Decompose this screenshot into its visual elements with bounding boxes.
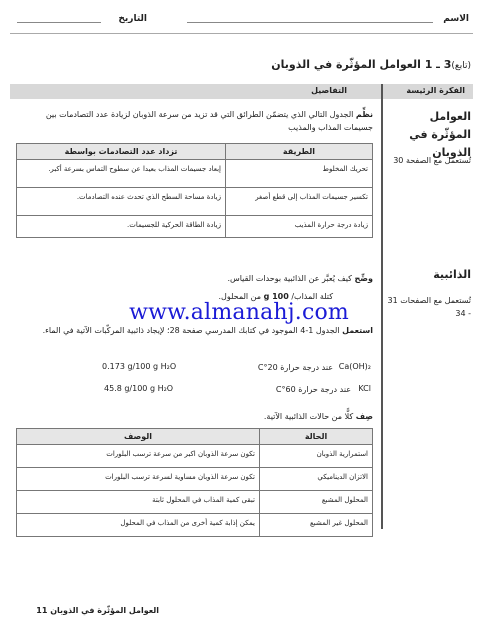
organize-text: الجدول التالي الذي يتضمّن الطرائق التي قد تزيد من سرعة الذوبان لزيادة عدد التصادمات بين جسيمات المذاب والمذيب: [45, 110, 373, 132]
compound-formula: Ca(OH)₂: [338, 362, 371, 371]
describe-verb: صِف: [355, 412, 373, 421]
lesson-title-text: 3 ـ 1 العوامل المؤثّرة في الذوبان: [271, 58, 452, 71]
name-label: الاسم: [443, 14, 469, 24]
effect-cell: زيادة الطاقة الحركية للجسيمات.: [17, 216, 226, 238]
describe-instruction: [15, 410, 373, 423]
compound-formula: KCl: [358, 384, 371, 393]
organize-verb: نظِّم: [355, 110, 373, 119]
date-fill-line: [17, 22, 101, 23]
method-cell: تحريك المخلوط: [226, 160, 373, 188]
state-cell: المحلول غير المشبع: [260, 514, 373, 537]
column-header-band: [10, 84, 473, 99]
table-row: [17, 188, 373, 216]
effect-cell: إبعاد جسيمات المذاب بعيدا عن سطوح التماس بسرعة أكبر.: [17, 160, 226, 188]
description-cell: تكون سرعة الذوبان اكبر من سرعة ترسب البلورات: [17, 445, 260, 468]
column-divider: [381, 84, 383, 529]
table-row: [17, 491, 373, 514]
state-cell: المحلول المشبع: [260, 491, 373, 514]
explain-verb: وضِّح: [354, 274, 373, 283]
details-label: التفاصيل: [311, 86, 347, 95]
description-cell: تكون سرعة الذوبان مساوية لسرعة ترسب البلورات: [17, 468, 260, 491]
use-text: الجدول 1-4 الموجود في كتابك المدرسي صفحة 28؛ لإيجاد ذائبية المركّبات الآتية في الماء.: [42, 326, 340, 335]
header-rule: [10, 33, 473, 34]
describe-text: كلًّا من حالات الذائبية الآتية.: [263, 412, 354, 421]
table-row: [17, 445, 373, 468]
table-header-row: [17, 429, 373, 445]
section-heading-factors: العوامل المؤثّرة في الذوبان: [409, 110, 471, 159]
main-idea-label: الفكرة الرئيسة: [406, 86, 465, 95]
organize-instruction: [15, 108, 373, 134]
table-row: [17, 216, 373, 238]
watermark-url: www.almanahj.com: [129, 300, 349, 325]
worksheet-header: [10, 8, 473, 34]
use-instruction: [15, 324, 373, 337]
explain-instruction: [15, 272, 373, 285]
compound-solubility: 0.173 g/100 g H₂O: [102, 362, 177, 371]
state-cell: استمرارية الذوبان: [260, 445, 373, 468]
method-cell: زيادة درجة حرارة المذيب: [226, 216, 373, 238]
effect-cell: زيادة مساحة السطح الذي تحدث عنده التصادمات.: [17, 188, 226, 216]
state-column-header: الحالة: [260, 429, 373, 445]
name-fill-line: [187, 22, 433, 23]
dissolving-methods-table: [16, 143, 373, 238]
continued-label: (تابع): [451, 61, 471, 71]
solubility-states-table: [16, 428, 373, 537]
units-value: 100 g: [263, 292, 289, 301]
compound-condition: عند درجة حرارة 60°C: [275, 385, 351, 394]
table-row: [17, 514, 373, 537]
lesson-title: [271, 58, 471, 71]
explain-text: كيف يُعبَّر عن الذائبية بوحدات القياس.: [227, 274, 352, 283]
description-cell: تبقى كمية المذاب في المحلول ثابتة: [17, 491, 260, 514]
units-label: كتلة المذاب/: [291, 292, 333, 301]
method-column-header: الطريقة: [226, 144, 373, 160]
page-note-31-34: تُستعمل مع الصفحات 31 - 34: [387, 296, 471, 318]
compound-solubility: 45.8 g/100 g H₂O: [104, 384, 174, 393]
compound-condition: عند درجة حرارة 20°C: [257, 363, 333, 372]
description-cell: يمكن إذابة كمية أخرى من المذاب في المحلول: [17, 514, 260, 537]
description-column-header: الوصف: [17, 429, 260, 445]
section-heading-solubility: الذائبية: [433, 268, 471, 281]
table-row: [17, 468, 373, 491]
table-header-row: [17, 144, 373, 160]
effect-column-header: تزداد عدد التصادمات بواسطة: [17, 144, 226, 160]
use-verb: استعمل: [342, 326, 373, 335]
page-note-30: تُستعمل مع الصفحة 30: [393, 156, 471, 165]
table-row: [17, 160, 373, 188]
date-label: التاريخ: [118, 14, 147, 24]
page-footer: العوامل المؤثّرة في الذوبان 11: [36, 606, 159, 615]
method-cell: تكسير جسيمات المذاب إلى قطع أصغر: [226, 188, 373, 216]
units-suffix: من المحلول.: [218, 292, 262, 301]
state-cell: الاتزان الديناميكي: [260, 468, 373, 491]
